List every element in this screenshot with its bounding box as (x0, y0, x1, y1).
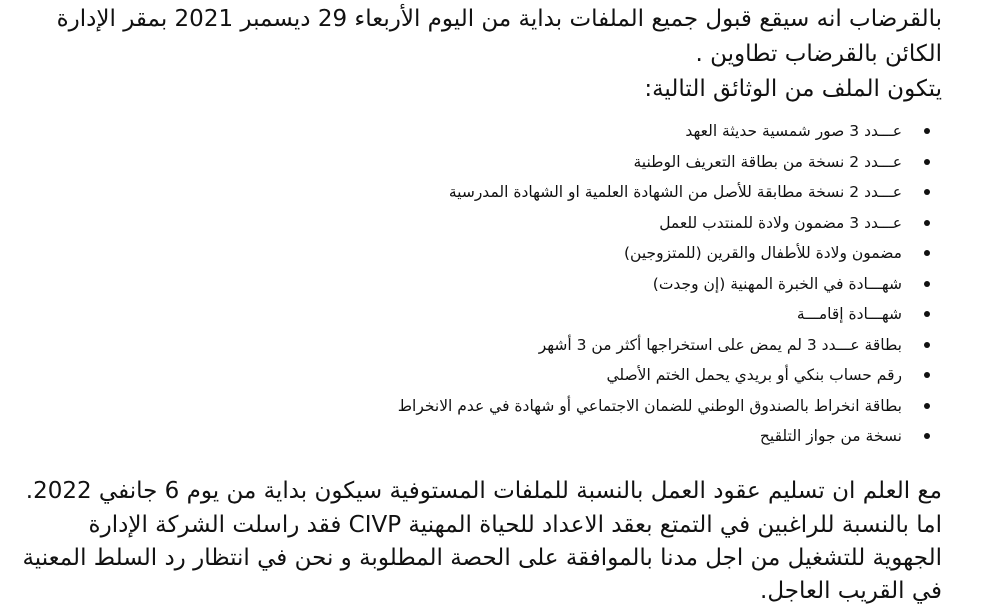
bullet-icon (924, 159, 930, 165)
list-item-text: رقم حساب بنكي أو بريدي يحمل الختم الأصلي (606, 366, 902, 384)
bullet-icon (924, 128, 930, 134)
list-item (110, 330, 910, 361)
list-item (110, 360, 910, 391)
list-item (110, 269, 910, 300)
list-item-text: عـــدد 2 نسخة مطابقة للأصل من الشهادة العلمية او الشهادة المدرسية (448, 183, 902, 201)
list-item-text: شهـــادة إقامـــة (796, 305, 902, 323)
closing-line-2: اما بالنسبة للراغبين في التمتع بعقد الاعداد للحياة المهنية CIVP فقد راسلت الشركة الإدارة (88, 512, 942, 538)
list-item (110, 208, 910, 239)
list-item (110, 238, 910, 269)
bullet-icon (924, 433, 930, 439)
bullet-icon (924, 403, 930, 409)
documents-list (110, 116, 910, 452)
list-item (110, 391, 910, 422)
list-item (110, 116, 910, 147)
list-item-text: مضمون ولادة للأطفال والقرين (للمتزوجين) (624, 244, 902, 262)
bullet-icon (924, 220, 930, 226)
bullet-icon (924, 189, 930, 195)
bullet-icon (924, 250, 930, 256)
intro-line-2: الكائن بالقرضاب تطاوين . (695, 41, 942, 67)
list-item-text: عـــدد 3 صور شمسية حديثة العهد (685, 122, 902, 140)
closing-line-4: في القريب العاجل. (760, 578, 942, 604)
list-item-text: عـــدد 2 نسخة من بطاقة التعريف الوطنية (633, 152, 902, 171)
documents-heading: يتكون الملف من الوثائق التالية: (644, 76, 942, 102)
list-item (110, 177, 910, 208)
list-item-text: بطاقة انخراط بالصندوق الوطني للضمان الاجتماعي أو شهادة في عدم الانخراط (397, 396, 902, 415)
bullet-icon (924, 372, 930, 378)
list-item (110, 421, 910, 452)
list-item (110, 299, 910, 330)
list-item-text: عـــدد 3 مضمون ولادة للمنتدب للعمل (659, 213, 902, 232)
intro-line-1: بالقرضاب انه سيقع قبول جميع الملفات بداية من اليوم الأربعاء 29 ديسمبر 2021 بمقر الإدارة (56, 6, 942, 32)
bullet-icon (924, 311, 930, 317)
bullet-icon (924, 281, 930, 287)
list-item-text: شهـــادة في الخبرة المهنية (إن وجدت) (652, 274, 902, 293)
bullet-icon (924, 342, 930, 348)
closing-line-1: مع العلم ان تسليم عقود العمل بالنسبة للملفات المستوفية سيكون بداية من يوم 6 جانفي 2022. (25, 478, 942, 504)
list-item (110, 147, 910, 178)
list-item-text: بطاقة عـــدد 3 لم يمض على استخراجها أكثر من 3 أشهر (538, 335, 902, 354)
list-item-text: نسخة من جواز التلقيح (759, 427, 902, 445)
closing-line-3: الجهوية للتشغيل من اجل مدنا بالموافقة على الحصة المطلوبة و نحن في انتظار رد السلط المعنية (22, 545, 942, 571)
